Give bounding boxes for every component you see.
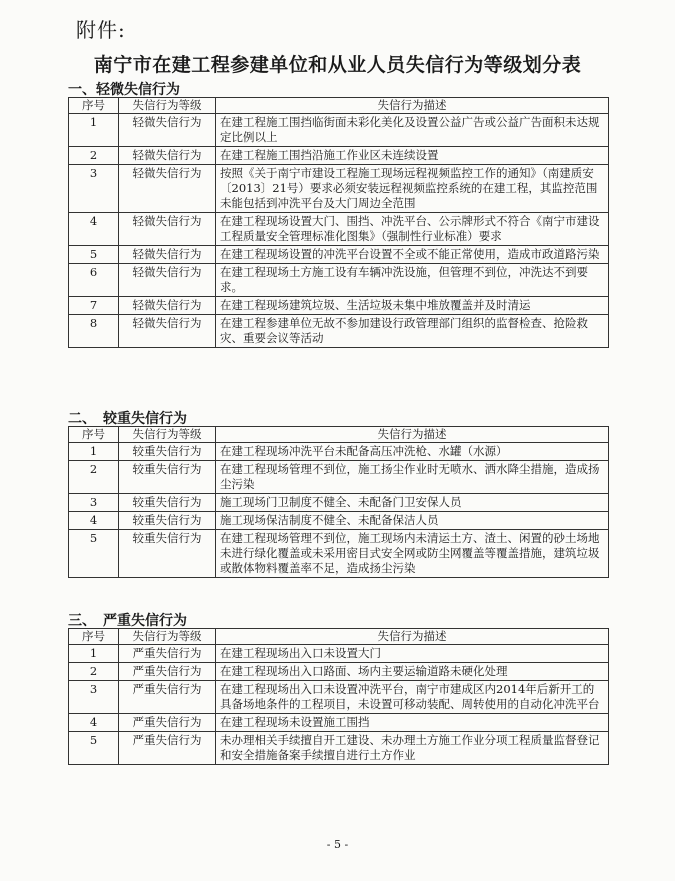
row-level: 轻微失信行为	[119, 165, 216, 213]
row-description: 在建工程现场土方施工设有车辆冲洗设施，但管理不到位，冲洗达不到要求。	[216, 264, 609, 297]
row-level: 较重失信行为	[119, 512, 216, 530]
row-level: 轻微失信行为	[119, 297, 216, 315]
row-number: 4	[69, 512, 119, 530]
table-row	[69, 297, 609, 315]
table-header-row	[69, 98, 609, 114]
row-description: 在建工程现场设置的冲洗平台设置不全或不能正常使用，造成市政道路污染	[216, 246, 609, 264]
row-number: 4	[69, 213, 119, 246]
document-title: 南宁市在建工程参建单位和从业人员失信行为等级划分表	[93, 54, 582, 76]
row-description: 在建工程现场管理不到位，施工现场内未清运土方、渣土、闲置的砂土场地未进行绿化覆盖或未采用密目式安全网或防尘网覆盖等覆盖措施，建筑垃圾或散体物料覆盖率不足，造成扬尘污染	[216, 530, 609, 578]
row-level: 严重失信行为	[119, 663, 216, 681]
table-row	[69, 645, 609, 663]
row-description: 施工现场保洁制度不健全、未配备保洁人员	[216, 512, 609, 530]
row-number: 1	[69, 443, 119, 461]
row-description: 在建工程现场出入口未设置冲洗平台，南宁市建成区内2014年后新开工的具备场地条件的工程项目，未设置可移动装配、周转使用的自动化冲洗平台	[216, 681, 609, 714]
row-number: 2	[69, 663, 119, 681]
table-row	[69, 663, 609, 681]
row-number: 5	[69, 246, 119, 264]
row-description: 在建工程现场未设置施工围挡	[216, 714, 609, 732]
row-description: 在建工程现场出入口未设置大门	[216, 645, 609, 663]
row-level: 轻微失信行为	[119, 264, 216, 297]
table-row	[69, 530, 609, 578]
row-description: 在建工程现场建筑垃圾、生活垃圾未集中堆放覆盖并及时清运	[216, 297, 609, 315]
row-level: 严重失信行为	[119, 681, 216, 714]
row-number: 3	[69, 494, 119, 512]
header-description: 失信行为描述	[216, 629, 609, 645]
section-heading-minor: 一、轻微失信行为	[68, 82, 180, 98]
header-level: 失信行为等级	[119, 427, 216, 443]
table-row	[69, 494, 609, 512]
row-number: 6	[69, 264, 119, 297]
row-level: 轻微失信行为	[119, 315, 216, 348]
table-row	[69, 315, 609, 348]
row-level: 轻微失信行为	[119, 147, 216, 165]
row-description: 在建工程现场冲洗平台未配备高压冲洗枪、水罐（水源）	[216, 443, 609, 461]
row-level: 轻微失信行为	[119, 246, 216, 264]
row-description: 施工现场门卫制度不健全、未配备门卫安保人员	[216, 494, 609, 512]
table-minor	[68, 97, 609, 348]
row-level: 严重失信行为	[119, 732, 216, 765]
header-description: 失信行为描述	[216, 98, 609, 114]
row-level: 较重失信行为	[119, 443, 216, 461]
row-level: 轻微失信行为	[119, 114, 216, 147]
header-number: 序号	[69, 629, 119, 645]
table-severe	[68, 628, 609, 765]
row-level: 轻微失信行为	[119, 213, 216, 246]
table-row	[69, 461, 609, 494]
row-number: 2	[69, 461, 119, 494]
section-heading-severe: 三、 严重失信行为	[68, 613, 187, 629]
table-row	[69, 213, 609, 246]
table-row	[69, 264, 609, 297]
header-level: 失信行为等级	[119, 629, 216, 645]
table-row	[69, 114, 609, 147]
table-row	[69, 512, 609, 530]
header-level: 失信行为等级	[119, 98, 216, 114]
table-moderate	[68, 426, 609, 578]
row-level: 较重失信行为	[119, 530, 216, 578]
row-level: 较重失信行为	[119, 494, 216, 512]
table-row	[69, 246, 609, 264]
row-level: 严重失信行为	[119, 714, 216, 732]
row-number: 2	[69, 147, 119, 165]
row-number: 5	[69, 530, 119, 578]
row-description: 在建工程现场管理不到位，施工扬尘作业时无喷水、洒水降尘措施，造成扬尘污染	[216, 461, 609, 494]
table-row	[69, 714, 609, 732]
section-heading-moderate: 二、 较重失信行为	[68, 411, 187, 427]
header-number: 序号	[69, 427, 119, 443]
row-number: 4	[69, 714, 119, 732]
row-description: 未办理相关手续擅自开工建设、未办理土方施工作业分项工程质量监督登记和安全措施备案手续擅自进行土方作业	[216, 732, 609, 765]
table-header-row	[69, 629, 609, 645]
row-level: 严重失信行为	[119, 645, 216, 663]
table-row	[69, 165, 609, 213]
row-description: 按照《关于南宁市建设工程施工现场远程视频监控工作的通知》（南建质安〔2013〕21号）要求必须安装远程视频监控系统的在建工程，其监控范围未能包括到冲洗平台及大门周边全范围	[216, 165, 609, 213]
row-description: 在建工程现场出入口路面、场内主要运输道路未硬化处理	[216, 663, 609, 681]
row-description: 在建工程施工围挡沿施工作业区未连续设置	[216, 147, 609, 165]
row-number: 3	[69, 681, 119, 714]
row-number: 8	[69, 315, 119, 348]
row-description: 在建工程现场设置大门、围挡、冲洗平台、公示牌形式不符合《南宁市建设工程质量安全管理标准化图集》（强制性行业标准）要求	[216, 213, 609, 246]
table-row	[69, 681, 609, 714]
header-description: 失信行为描述	[216, 427, 609, 443]
page-number: - 5 -	[326, 838, 349, 851]
table-row	[69, 443, 609, 461]
row-number: 7	[69, 297, 119, 315]
table-row	[69, 732, 609, 765]
row-number: 5	[69, 732, 119, 765]
row-number: 1	[69, 645, 119, 663]
row-description: 在建工程参建单位无故不参加建设行政管理部门组织的监督检查、抢险救灾、重要会议等活动	[216, 315, 609, 348]
table-row	[69, 147, 609, 165]
attachment-label: 附件:	[76, 18, 126, 42]
row-level: 较重失信行为	[119, 461, 216, 494]
row-number: 1	[69, 114, 119, 147]
row-description: 在建工程施工围挡临街面未彩化美化及设置公益广告或公益广告面积未达规定比例以上	[216, 114, 609, 147]
table-header-row	[69, 427, 609, 443]
header-number: 序号	[69, 98, 119, 114]
row-number: 3	[69, 165, 119, 213]
